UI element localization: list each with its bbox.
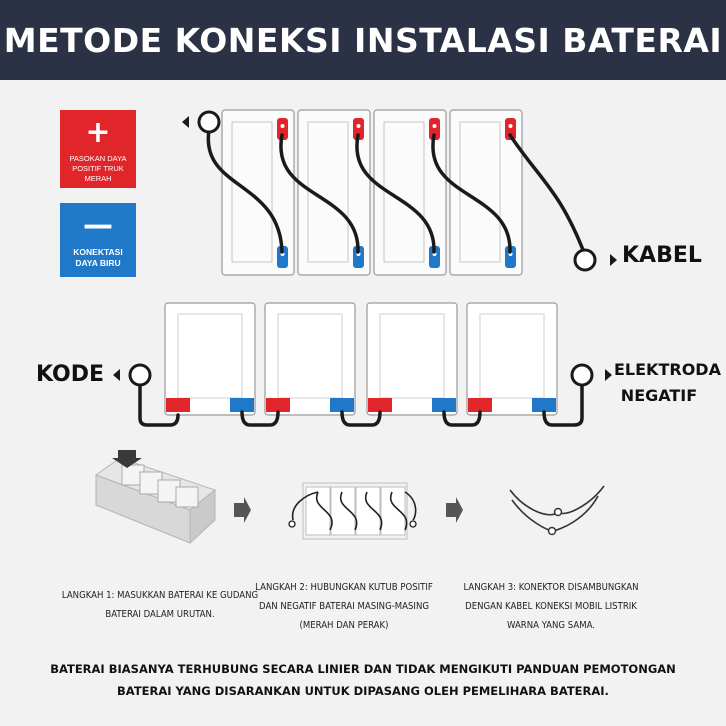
arrow-left-icon: [182, 116, 189, 128]
step-3-caption: LANGKAH 3: KONEKTOR DISAMBUNGKAN DENGAN KABEL KONEKSI MOBIL LISTRIK WARNA YANG SAMA.: [463, 582, 639, 631]
arrow-right-icon: [234, 497, 251, 523]
footer-note: BATERAI BIASANYA TERHUBUNG SECARA LINIER DAN TIDAK MENGIKUTI PANDUAN PEMOTONGAN BATERAI YANG DISARANKAN UNTUK DIPASANG OLEH PEMELIHARA BATERAI.: [50, 662, 676, 698]
step-2-caption: LANGKAH 2: HUBUNGKAN KUTUB POSITIF DAN NEGATIF BATERAI MASING-MASING (MERAH DAN PERAK): [255, 582, 433, 631]
step1-illustration: [96, 450, 215, 543]
kabel-label: KABEL: [622, 243, 702, 268]
middle-battery: [165, 303, 255, 415]
step3-illustration: [510, 486, 604, 535]
plus-icon: +: [85, 115, 111, 150]
elektroda-negatif-label: ELEKTRODA NEGATIF: [614, 360, 721, 405]
middle-battery: [265, 303, 355, 415]
arrow-right-icon: [605, 369, 612, 381]
step-1-caption: LANGKAH 1: MASUKKAN BATERAI KE GUDANG BATERAI DALAM URUTAN.: [61, 590, 259, 620]
legend-negative-label: KONEKTASI DAYA BIRU: [73, 247, 123, 268]
arrow-left-icon: [113, 369, 120, 381]
kode-label: KODE: [36, 362, 105, 387]
minus-icon: —: [83, 208, 113, 243]
page-title: METODE KONEKSI INSTALASI BATERAI: [3, 20, 723, 60]
middle-battery-row: [113, 303, 612, 425]
step2-illustration: [289, 483, 416, 539]
middle-battery: [367, 303, 457, 415]
middle-battery: [467, 303, 557, 415]
arrow-right-icon: [446, 497, 463, 523]
arrow-right-icon: [610, 254, 617, 266]
legend-positive-label: PASOKAN DAYA POSITIF TRUK MERAH: [69, 154, 127, 183]
top-battery-row: [182, 110, 617, 275]
